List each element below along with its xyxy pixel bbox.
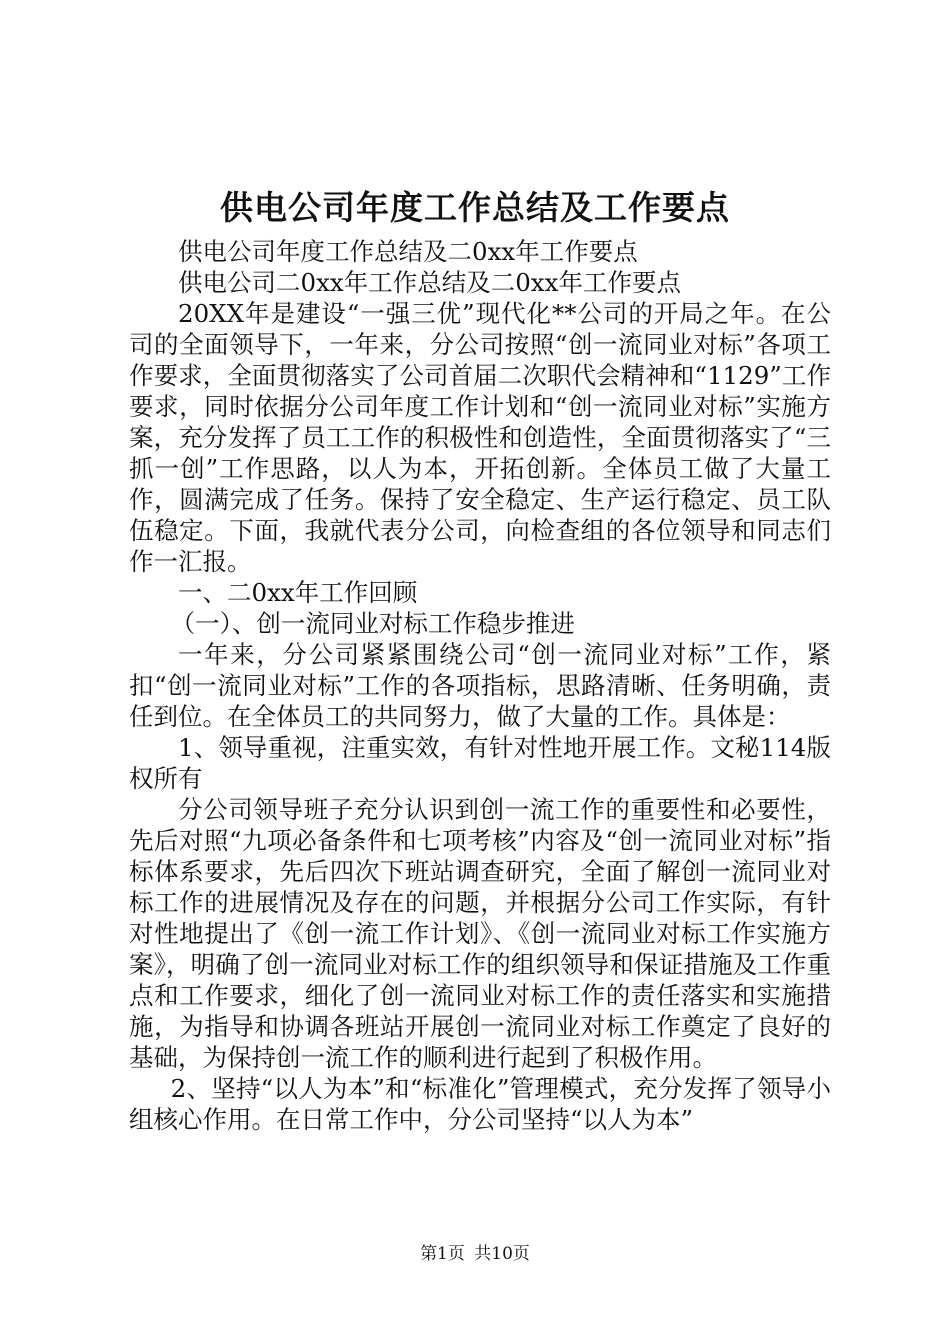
subsection-heading-1: （一）、创一流同业对标工作稳步推进 [170,609,575,638]
document-body [129,236,831,1135]
point-heading-1: 1、领导重视，注重实效，有针对性地开展工作。文秘114版权所有 [129,733,831,793]
subtitle-line-2: 供电公司二0xx年工作总结及二0xx年工作要点 [178,268,681,297]
body-paragraph-1: 一年来，分公司紧紧围绕公司“创一流同业对标”工作，紧扣“创一流同业对标”工作的各项指标，思路清晰、任务明确，责任到位。在全体员工的共同努力，做了大量的工作。具体是： [129,640,831,731]
point-heading-2: 2、坚持“以人为本”和“标准化”管理模式，充分发挥了领导小组核心作用。在日常工作中，分公司坚持“以人为本” [129,1074,831,1134]
subtitle-line-1: 供电公司年度工作总结及二0xx年工作要点 [178,237,638,266]
section-heading-1: 一、二0xx年工作回顾 [178,578,418,607]
body-paragraph-2: 分公司领导班子充分认识到创一流工作的重要性和必要性，先后对照“九项必备条件和七项考核”内容及“创一流同业对标”指标体系要求，先后四次下班站调查研究，全面了解创一流同业对标工作的进展情况及存在的问题，并根据分公司工作实际，有针对性地提出了《创一流工作计划》、《创一流同业对标工作实施方案》，明确了创一流同业对标工作的组织领导和保证措施及工作重点和工作要求，细化了创一流同业对标工作的责任落实和实施措施，为指导和协调各班站开展创一流同业对标工作奠定了良好的基础，为保持创一流工作的顺利进行起到了积极作用。 [129,795,831,1072]
page-number: 第1页 [420,1244,465,1264]
document-title: 供电公司年度工作总结及工作要点 [220,188,730,227]
intro-paragraph: 20XX年是建设“一强三优”现代化**公司的开局之年。在公司的全面领导下，一年来，分公司按照“创一流同业对标”各项工作要求，全面贯彻落实了公司首届二次职代会精神和“1129”工作要求，同时依据分公司年度工作计划和“创一流同业对标”实施方案，充分发挥了员工工作的积极性和创造性，全面贯彻落实了“三抓一创”工作思路，以人为本，开拓创新。全体员工做了大量工作，圆满完成了任务。保持了安全稳定、生产运行稳定、员工队伍稳定。下面，我就代表分公司，向检查组的各位领导和同志们作一汇报。 [129,299,831,576]
page-footer [0,1242,950,1266]
page-total: 共10页 [474,1244,530,1264]
